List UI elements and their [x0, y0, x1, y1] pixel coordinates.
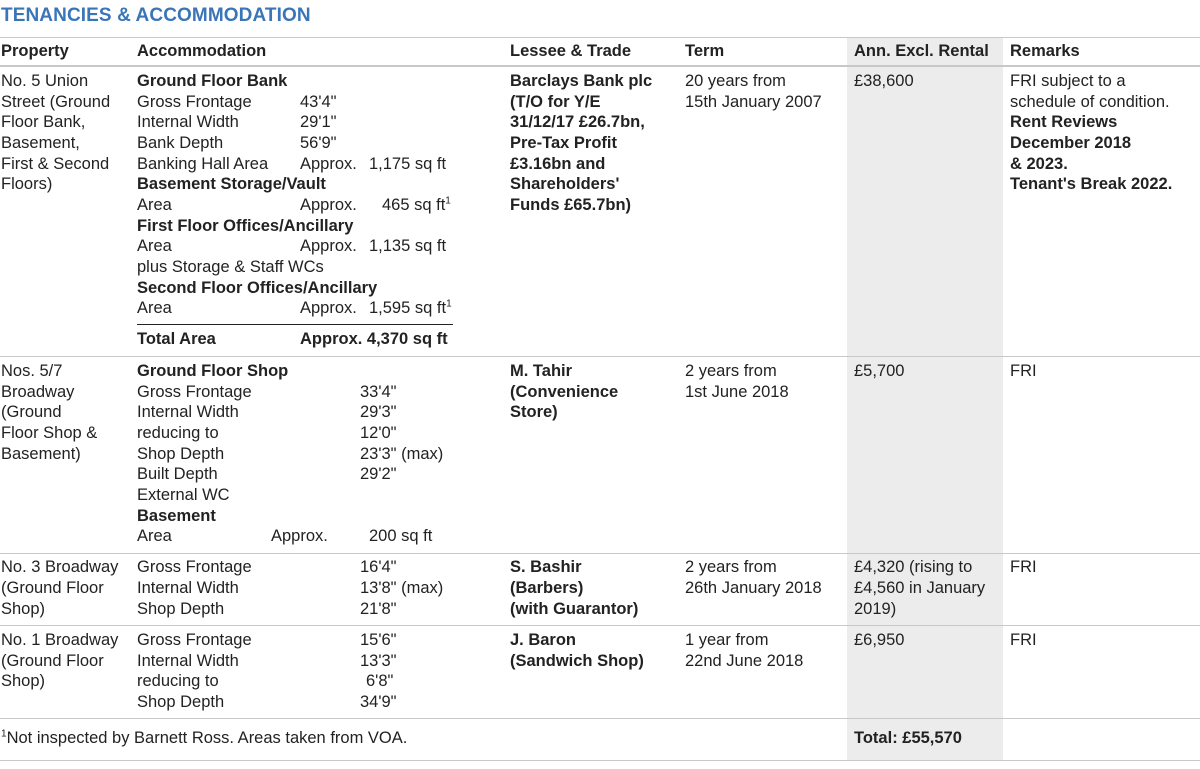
rental-value: £4,560 in January [854, 579, 986, 597]
header-rental: Ann. Excl. Rental [854, 42, 989, 60]
table-top-rule [0, 37, 1200, 38]
property-line: Street (Ground [1, 93, 111, 111]
header-accommodation: Accommodation [137, 42, 267, 60]
lessee-line: £3.16bn and [510, 155, 606, 173]
property-line: Nos. 5/7 [1, 362, 63, 380]
term-line: 1 year from [685, 631, 769, 649]
accommodation-approx: Approx. [300, 299, 357, 317]
total-area-value: Approx. 4,370 sq ft [300, 330, 448, 348]
property-line: (Ground Floor [1, 652, 104, 670]
header-lessee: Lessee & Trade [510, 42, 632, 60]
property-line: Shop) [1, 672, 46, 690]
lessee-line: 31/12/17 £26.7bn, [510, 113, 645, 131]
lessee-line: (T/O for Y/E [510, 93, 601, 111]
page-title: TENANCIES & ACCOMMODATION [1, 5, 311, 26]
footnote-marker: 1 [446, 298, 452, 310]
remarks-line: FRI [1010, 558, 1037, 576]
accommodation-heading: Second Floor Offices/Ancillary [137, 279, 378, 297]
accommodation-value: 29'1" [300, 113, 337, 131]
accommodation-label: Banking Hall Area [137, 155, 269, 173]
remarks-line: December 2018 [1010, 134, 1132, 152]
accommodation-label: Shop Depth [137, 600, 225, 618]
accommodation-label: Gross Frontage [137, 631, 252, 649]
accommodation-label: Area [137, 299, 172, 317]
lessee-line: (with Guarantor) [510, 600, 639, 618]
header-remarks: Remarks [1010, 42, 1080, 60]
accommodation-approx: Approx. [300, 237, 357, 255]
accommodation-label: Gross Frontage [137, 558, 252, 576]
accommodation-label: Shop Depth [137, 693, 225, 711]
row-divider [0, 553, 1200, 554]
accommodation-value: 21'8" [360, 600, 397, 618]
accommodation-value: 23'3" (max) [360, 445, 444, 463]
remarks-line: FRI [1010, 362, 1037, 380]
accommodation-label: reducing to [137, 672, 219, 690]
property-line: Basement) [1, 445, 81, 463]
accommodation-label: Area [137, 527, 172, 545]
accommodation-value: 29'3" [360, 403, 397, 421]
rental-value: £5,700 [854, 362, 905, 380]
term-line: 2 years from [685, 558, 777, 576]
property-line: Floor Shop & [1, 424, 98, 442]
accommodation-label: Gross Frontage [137, 93, 252, 111]
property-line: Broadway [1, 383, 75, 401]
property-line: First & Second [1, 155, 110, 173]
accommodation-value: 34'9" [360, 693, 397, 711]
term-line: 20 years from [685, 72, 786, 90]
accommodation-heading: Basement Storage/Vault [137, 175, 326, 193]
accommodation-value: 43'4" [300, 93, 337, 111]
rental-value: £38,600 [854, 72, 914, 90]
accommodation-value: 29'2" [360, 465, 397, 483]
footnote-marker: 1 [445, 195, 451, 207]
header-term: Term [685, 42, 725, 60]
accommodation-approx: Approx. [300, 155, 357, 173]
remarks-line: & 2023. [1010, 155, 1068, 173]
term-line: 15th January 2007 [685, 93, 822, 111]
property-line: Shop) [1, 600, 46, 618]
term-line: 1st June 2018 [685, 383, 789, 401]
lessee-line: Funds £65.7bn) [510, 196, 632, 214]
accommodation-approx: Approx. [271, 527, 328, 545]
lessee-line: Pre-Tax Profit [510, 134, 617, 152]
accommodation-value: 12'0" [360, 424, 397, 442]
accommodation-value: 13'8" (max) [360, 579, 444, 597]
accommodation-approx: Approx. [300, 196, 357, 214]
accommodation-value: 465 sq $ft^1$ [382, 195, 451, 214]
accommodation-label: Bank Depth [137, 134, 224, 152]
property-line: No. 1 Broadway [1, 631, 119, 649]
accommodation-value: 1,175 sq ft [369, 155, 447, 173]
header-property: Property [1, 42, 69, 60]
lessee-line: Store) [510, 403, 558, 421]
rental-value: 2019) [854, 600, 897, 618]
lessee-line: (Barbers) [510, 579, 584, 597]
footnote: $^1$Not inspected by Barnett Ross. Areas taken from VOA. [1, 728, 408, 747]
rental-value: £4,320 (rising to [854, 558, 973, 576]
row-divider [0, 356, 1200, 357]
header-rule [0, 65, 1200, 67]
property-line: No. 5 Union [1, 72, 89, 90]
accommodation-value: 15'6" [360, 631, 397, 649]
accommodation-label: Shop Depth [137, 445, 225, 463]
total-underline [137, 324, 453, 325]
property-line: Basement, [1, 134, 80, 152]
remarks-line: Rent Reviews [1010, 113, 1118, 131]
accommodation-label: Internal Width [137, 652, 239, 670]
term-line: 2 years from [685, 362, 777, 380]
lessee-line: (Sandwich Shop) [510, 652, 644, 670]
accommodation-heading: Ground Floor Shop [137, 362, 289, 380]
total-area-label: Total Area [137, 330, 216, 348]
accommodation-heading: Basement [137, 507, 216, 525]
accommodation-label: Area [137, 196, 172, 214]
remarks-line: FRI [1010, 631, 1037, 649]
accommodation-value: 1,135 sq ft [369, 237, 447, 255]
total-rental: Total: £55,570 [854, 729, 962, 747]
accommodation-value: 33'4" [360, 383, 397, 401]
accommodation-label: reducing to [137, 424, 219, 442]
accommodation-value: 200 sq ft [369, 527, 433, 545]
remarks-line: FRI subject to a [1010, 72, 1126, 90]
property-line: (Ground [1, 403, 62, 421]
remarks-line: schedule of condition. [1010, 93, 1170, 111]
accommodation-label: Gross Frontage [137, 383, 252, 401]
lessee-line: (Convenience [510, 383, 619, 401]
term-line: 22nd June 2018 [685, 652, 804, 670]
term-line: 26th January 2018 [685, 579, 822, 597]
accommodation-label: Built Depth [137, 465, 218, 483]
lessee-line: S. Bashir [510, 558, 582, 576]
rental-column-background [847, 38, 1003, 760]
accommodation-heading: First Floor Offices/Ancillary [137, 217, 354, 235]
accommodation-value: 1,595 sq $ft^1$ [369, 298, 452, 317]
row-divider [0, 625, 1200, 626]
property-line: No. 3 Broadway [1, 558, 119, 576]
footnote-marker: 1 [1, 728, 7, 740]
accommodation-label: Internal Width [137, 579, 239, 597]
lessee-line: Shareholders' [510, 175, 620, 193]
accommodation-value: 56'9" [300, 134, 337, 152]
property-line: Floor Bank, [1, 113, 86, 131]
table-bottom-rule [0, 760, 1200, 761]
lessee-line: J. Baron [510, 631, 577, 649]
remarks-line: Tenant's Break 2022. [1010, 175, 1173, 193]
accommodation-label: External WC [137, 486, 230, 504]
accommodation-value: 6'8" [366, 672, 394, 690]
accommodation-note: plus Storage & Staff WCs [137, 258, 324, 276]
property-line: Floors) [1, 175, 53, 193]
lessee-line: Barclays Bank plc [510, 72, 653, 90]
lessee-line: M. Tahir [510, 362, 573, 380]
accommodation-heading: Ground Floor Bank [137, 72, 288, 90]
row-divider [0, 718, 1200, 719]
accommodation-label: Area [137, 237, 172, 255]
property-line: (Ground Floor [1, 579, 104, 597]
accommodation-value: 13'3" [360, 652, 397, 670]
accommodation-label: Internal Width [137, 403, 239, 421]
accommodation-label: Internal Width [137, 113, 239, 131]
rental-value: £6,950 [854, 631, 905, 649]
accommodation-value: 16'4" [360, 558, 397, 576]
